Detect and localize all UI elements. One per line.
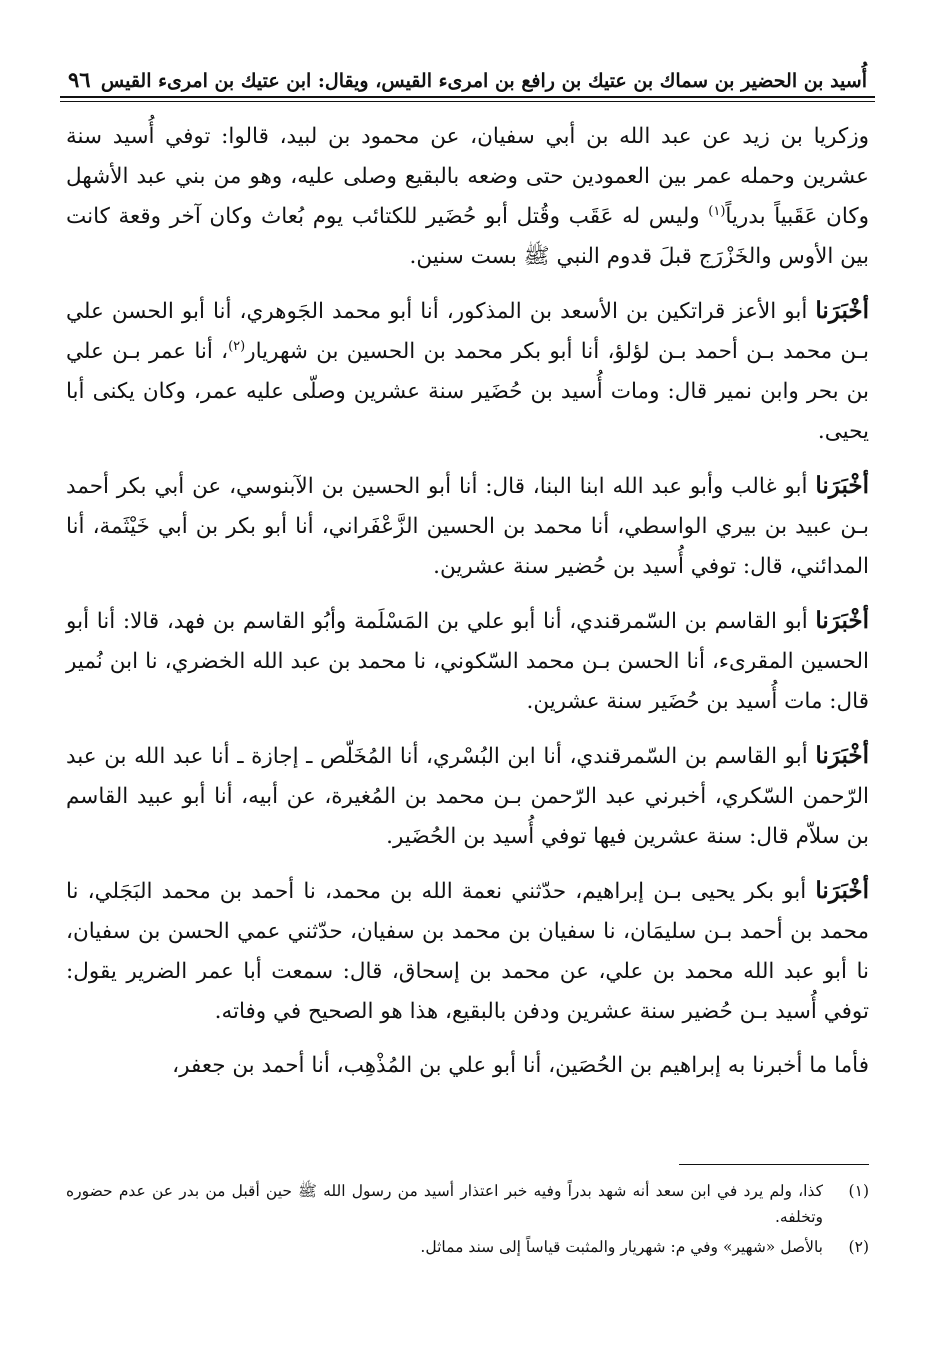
paragraph-text: أبو الأعز قراتكين بن الأسعد بن المذكور، أنا أبو محمد الجَوهري، أنا أبو الحسن علي بـن محمد بـن أحمد بـن لؤلؤ، أنا أبو بكر محمد بن الحسين بن شهريار bbox=[66, 299, 870, 364]
paragraph-lead: أخْبَرَنا bbox=[815, 297, 869, 324]
paragraph-text-continued: ، أنا عمر بـن علي بن بحر وابن نمير قال: ومات أُسيد بن حُضَير سنة عشرين وصلّى عليه عمر، وكان يكنى أبا يحيى. bbox=[66, 339, 869, 444]
main-text bbox=[60, 116, 875, 1086]
paragraph-5 bbox=[66, 736, 869, 857]
page-number: ٩٦ bbox=[68, 67, 91, 92]
paragraph-6 bbox=[66, 871, 869, 1032]
footnote-number: (٢) bbox=[848, 1238, 869, 1256]
paragraph-text: وزكريا بن زيد عن عبد الله بن أبي سفيان، عن محمود بن لبيد، قالوا: توفي أُسيد سنة عشرين وحمله عمر بين العمودين حتى وضعه بالبقيع وصلى عليه، وهو من بني عبد الأشهل وكان عَقَبياً بدرياً bbox=[66, 124, 869, 229]
paragraph-7 bbox=[66, 1046, 869, 1086]
footnotes bbox=[66, 1178, 869, 1264]
footnote-1 bbox=[66, 1178, 869, 1230]
footnote-ref-1: (١) bbox=[708, 203, 726, 219]
paragraph-3 bbox=[66, 466, 869, 587]
footnote-text: بالأصل «شهير» وفي م: شهريار والمثبت قياساً إلى سند مماثل. bbox=[420, 1238, 823, 1256]
paragraph-text-continued: وليس له عَقَب وقُتل أبو حُضَير للكتائب يوم بُعاث وكان آخر وقعة كانت بين الأوس والخَزْرَج قبلَ قدوم النبي ﷺ بست سنين. bbox=[66, 204, 869, 269]
paragraph-1 bbox=[66, 116, 869, 277]
header-rule-thin bbox=[60, 101, 875, 102]
paragraph-lead: أخْبَرَنا bbox=[815, 472, 869, 499]
paragraph-4 bbox=[66, 601, 869, 722]
document-page bbox=[60, 56, 875, 1346]
footnote-number: (١) bbox=[848, 1182, 869, 1200]
paragraph-2 bbox=[66, 291, 869, 452]
page-header bbox=[60, 56, 875, 96]
footnote-2 bbox=[66, 1234, 869, 1260]
paragraph-lead: أخْبَرَنا bbox=[815, 877, 869, 904]
paragraph-text: أبو القاسم بن السّمرقندي، أنا ابن البُسْري، أنا المُخَلّص ـ إجازة ـ أنا عبد الله بن عبد الرّحمن السّكري، أخبرني عبد الرّحمن بـن محمد بن المُغيرة، عن أبيه، أنا أبو عبيد القاسم بن سلاّم قال: سنة عشرين فيها توفي أُسيد بن الحُضَير. bbox=[66, 744, 869, 849]
header-rule bbox=[60, 96, 875, 98]
paragraph-text: أبو غالب وأبو عبد الله ابنا البنا، قال: أنا أبو الحسين بن الآبنوسي، عن أبي بكر أحمد بـن عبيد بن بيري الواسطي، أنا محمد بن الحسين الزَّعْفَراني، أنا أبو بكر بن أبي خَيْثَمة، أنا المدائني، قال: توفي أُسيد بن حُضير سنة عشرين. bbox=[66, 474, 869, 579]
footnote-ref-2: (٢) bbox=[228, 338, 246, 354]
paragraph-text: أبو القاسم بن السّمرقندي، أنا أبو علي بن المَسْلَمة وأبُو القاسم بن فهد، قالا: أنا أبو الحسين المقرىء، أنا الحسن بـن محمد السّكوني، نا محمد بن عبد الله الخضري، نا ابن نُمير قال: مات أُسيد بن حُضَير سنة عشرين. bbox=[66, 609, 869, 714]
paragraph-lead: أخْبَرَنا bbox=[815, 742, 869, 769]
paragraph-text: أبو بكر يحيى بـن إبراهيم، حدّثني نعمة الله بن محمد، نا أحمد بن محمد البَجَلي، نا محمد بن أحمد بـن سليمَان، نا سفيان بن محمد بن سفيان، حدّثني عمي الحسن بن سفيان، نا أبو عبد الله محمد بن علي، عن محمد بن إسحاق، قال: سمعت أبا عمر الضرير يقول: توفي أُسيد بـن حُضير سنة عشرين ودفن بالبقيع، هذا هو الصحيح في وفاته. bbox=[66, 879, 869, 1024]
paragraph-text: فأما ما أخبرنا به إبراهيم بن الحُصَين، أنا أبو علي بن المُذْهِب، أنا أحمد بن جعفر، bbox=[172, 1053, 869, 1078]
paragraph-lead: أخْبَرَنا bbox=[815, 607, 869, 634]
footnote-text: كذا، ولم يرد في ابن سعد أنه شهد بدراً وفيه خبر اعتذار أسيد من رسول الله ﷺ حين أقبل من بدر عن عدم حضوره وتخلفه. bbox=[66, 1182, 823, 1226]
running-title: أُسيد بن الحضير بن سماك بن عتيك بن رافع بن امرىء القيس، ويقال: ابن عتيك بن امرىء القيس bbox=[100, 70, 867, 92]
footnote-separator bbox=[679, 1164, 869, 1165]
